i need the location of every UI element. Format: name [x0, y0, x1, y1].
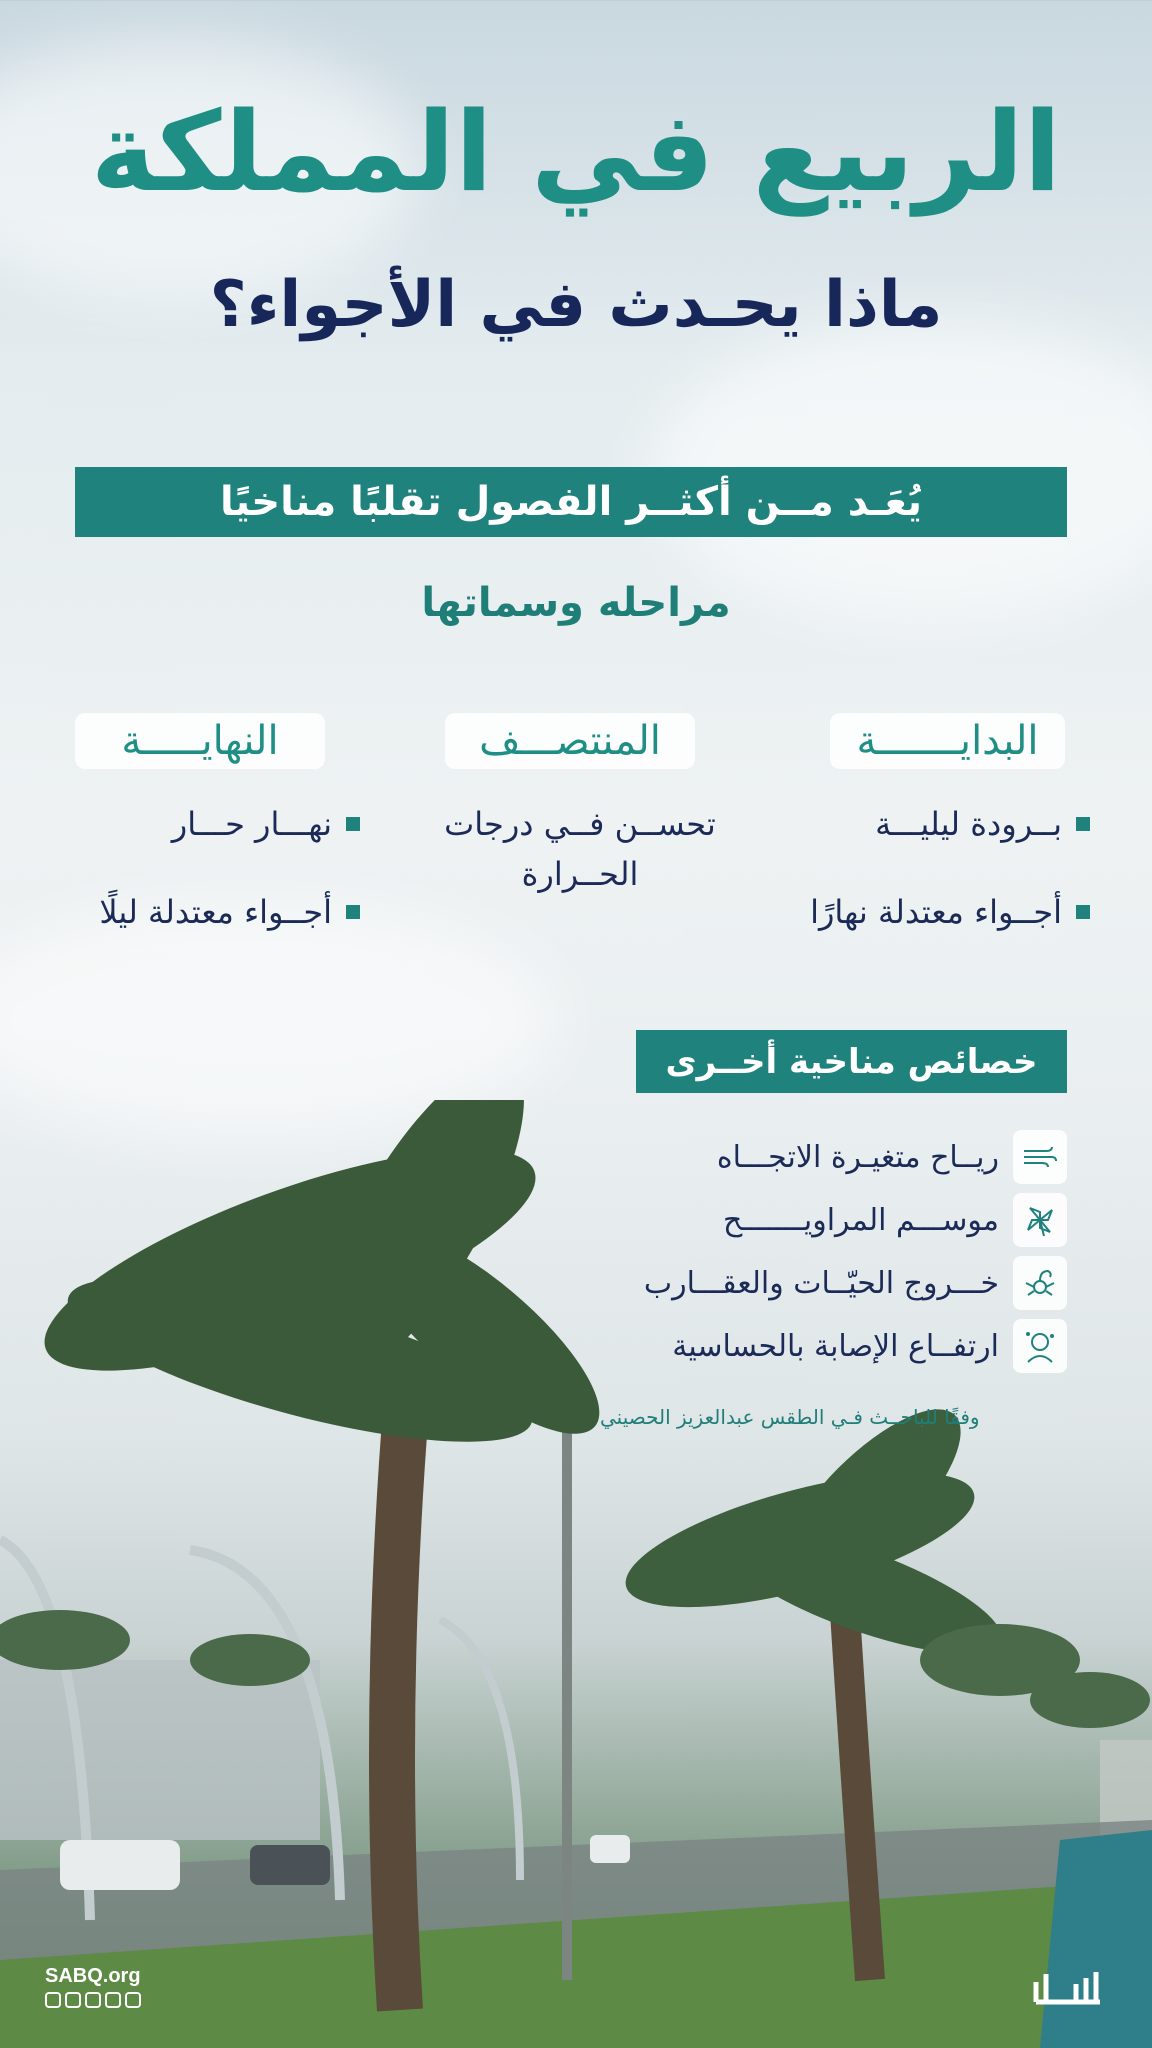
characteristic-item: موســـم المراويـــــــح [620, 1193, 1067, 1247]
bullet-square [346, 905, 360, 919]
bullet-square [1076, 817, 1090, 831]
bullet-square [346, 817, 360, 831]
characteristic-item: خـــروج الحيّــات والعقـــارب [620, 1256, 1067, 1310]
sabq-logo [1030, 1962, 1110, 2012]
facebook-icon[interactable] [105, 1992, 121, 2008]
phases-title: مراحله وسماتها [421, 580, 731, 626]
characteristics-title: خصائص مناخية أخــرى [636, 1030, 1067, 1093]
page-title: الربيع في المملكة [90, 88, 1062, 216]
instagram-icon[interactable] [85, 1992, 101, 2008]
telegram-icon[interactable] [125, 1992, 141, 2008]
allergy-icon [1013, 1319, 1067, 1373]
social-icons [45, 1992, 141, 2008]
phase-end-item: نهـــار حـــار [60, 805, 360, 843]
footer-brand [45, 1965, 141, 2008]
phase-beginning-item: أجــواء معتدلة نهارًا [760, 893, 1090, 931]
season-banner: يُعَـد مــن أكثــر الفصول تقلبًا مناخيًا [75, 467, 1067, 537]
phase-middle-text: تحســن فــي درجات الحــرارة [444, 805, 716, 893]
bullet-square [1076, 905, 1090, 919]
phase-beginning-item: بــرودة ليليـــة [760, 805, 1090, 843]
source-credit: وفقًا للباحــث فـي الطقس عبدالعزيز الحصيني [600, 1405, 980, 1429]
characteristic-item: ارتفــاع الإصابة بالحساسية [620, 1319, 1067, 1373]
brand-text: SABQ.org [45, 1965, 141, 1987]
phase-middle-label: المنتصـــف [445, 713, 695, 769]
wind-icon [1013, 1130, 1067, 1184]
x-icon[interactable] [45, 1992, 61, 2008]
phase-end-item: أجــواء معتدلة ليلًا [60, 893, 360, 931]
characteristic-item: ريــاح متغيـرة الاتجـــاه [620, 1130, 1067, 1184]
pinwheel-icon [1013, 1193, 1067, 1247]
phase-end-label: النهايـــــة [75, 713, 325, 769]
phase-beginning-label: البدايـــــــة [830, 713, 1065, 769]
scorpion-icon [1013, 1256, 1067, 1310]
snapchat-icon[interactable] [65, 1992, 81, 2008]
page-subtitle: ماذا يحـدث في الأجواء؟ [209, 268, 943, 342]
